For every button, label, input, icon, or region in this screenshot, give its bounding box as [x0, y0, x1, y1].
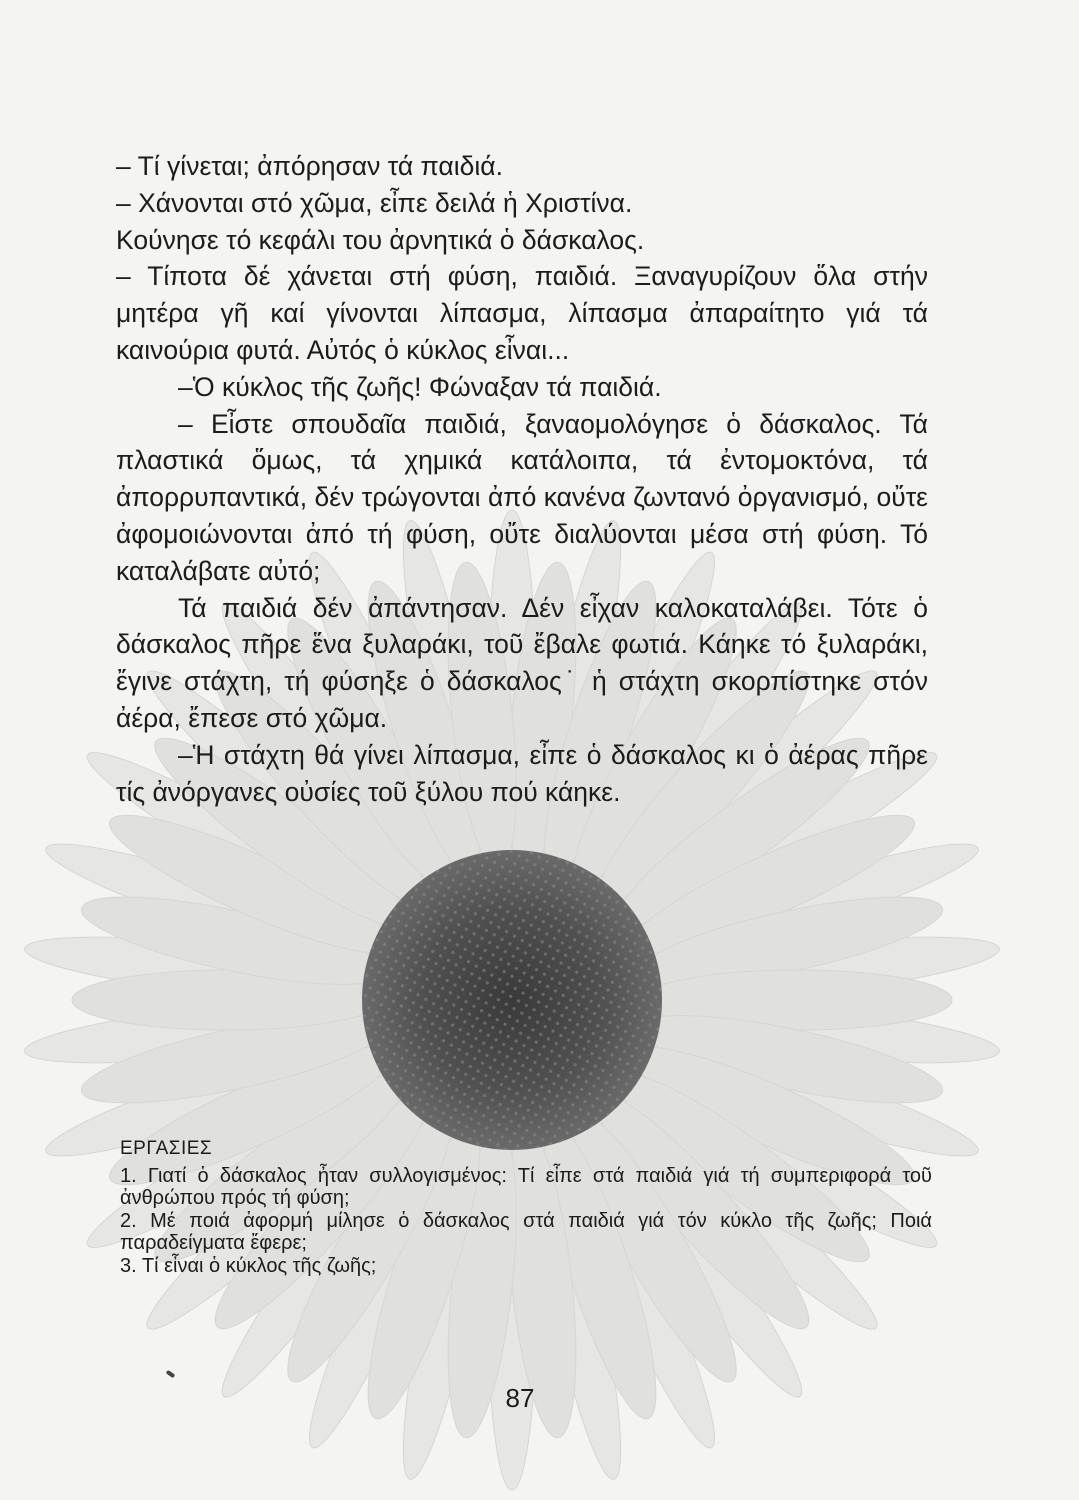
- story-line: Τά παιδιά δέν ἀπάντησαν. Δέν εἶχαν καλοκαταλάβει. Τότε ὁ δάσκαλος πῆρε ἕνα ξυλαράκι, τοῦ ἔβαλε φωτιά. Κάηκε τό ξυλαράκι, ἔγινε στάχτη, τή φύσηξε ὁ δάσκαλος˙ ἡ στάχτη σκορπίστηκε στόν ἀέρα, ἔπεσε στό χῶμα.: [116, 592, 928, 733]
- exercises-heading: ΕΡΓΑΣΙΕΣ: [120, 1138, 213, 1159]
- story-line: – Εἶστε σπουδαῖα παιδιά, ξαναομολόγησε ὁ δάσκαλος. Τά πλαστικά ὅμως, τά χημικά κατάλοιπα, τά ἐντομοκτόνα, τά ἀπορρυπαντικά, δέν τρώγονται ἀπό κανένα ζωντανό ὀργανισμό, οὔτε ἀφομοιώνονται ἀπό τή φύση, οὔτε διαλύονται μέσα στή φύση. Τό καταλάβατε αὐτό;: [116, 408, 928, 586]
- story-line: Κούνησε τό κεφάλι του ἀρνητικά ὁ δάσκαλος.: [116, 224, 645, 255]
- exercises-section: [120, 1138, 932, 1277]
- story-line: –Ὁ κύκλος τῆς ζωῆς! Φώναξαν τά παιδιά.: [178, 371, 662, 402]
- page-number: 87: [505, 1383, 535, 1413]
- story-text: [116, 148, 928, 810]
- story-line: – Τί γίνεται; ἀπόρησαν τά παιδιά.: [116, 151, 503, 181]
- exercise-item: 2. Μέ ποιά ἀφορμή μίλησε ὁ δάσκαλος στά παιδιά γιά τόν κύκλο τῆς ζωῆς; Ποιά παραδείγματα ἔφερε;: [120, 1209, 932, 1254]
- story-line: – Χάνονται στό χῶμα, εἶπε δειλά ἡ Χριστίνα.: [116, 187, 633, 218]
- exercise-item: 1. Γιατί ὁ δάσκαλος ἦταν συλλογισμένος: Τί εἶπε στά παιδιά γιά τή συμπεριφορά τοῦ ἀνθρώπου πρός τή φύση;: [120, 1164, 932, 1209]
- exercise-item: 3. Τί εἶναι ὁ κύκλος τῆς ζωῆς;: [120, 1254, 377, 1277]
- story-line: –Ἡ στάχτη θά γίνει λίπασμα, εἶπε ὁ δάσκαλος κι ὁ ἀέρας πῆρε τίς ἀνόργανες οὐσίες τοῦ ξύλου πού κάηκε.: [116, 739, 928, 807]
- story-line: – Τίποτα δέ χάνεται στή φύση, παιδιά. Ξαναγυρίζουν ὅλα στήν μητέρα γῆ καί γίνονται λίπασμα, λίπασμα ἀπαραίτητο γιά τά καινούρια φυτά. Αὐτός ὁ κύκλος εἶναι...: [116, 261, 928, 365]
